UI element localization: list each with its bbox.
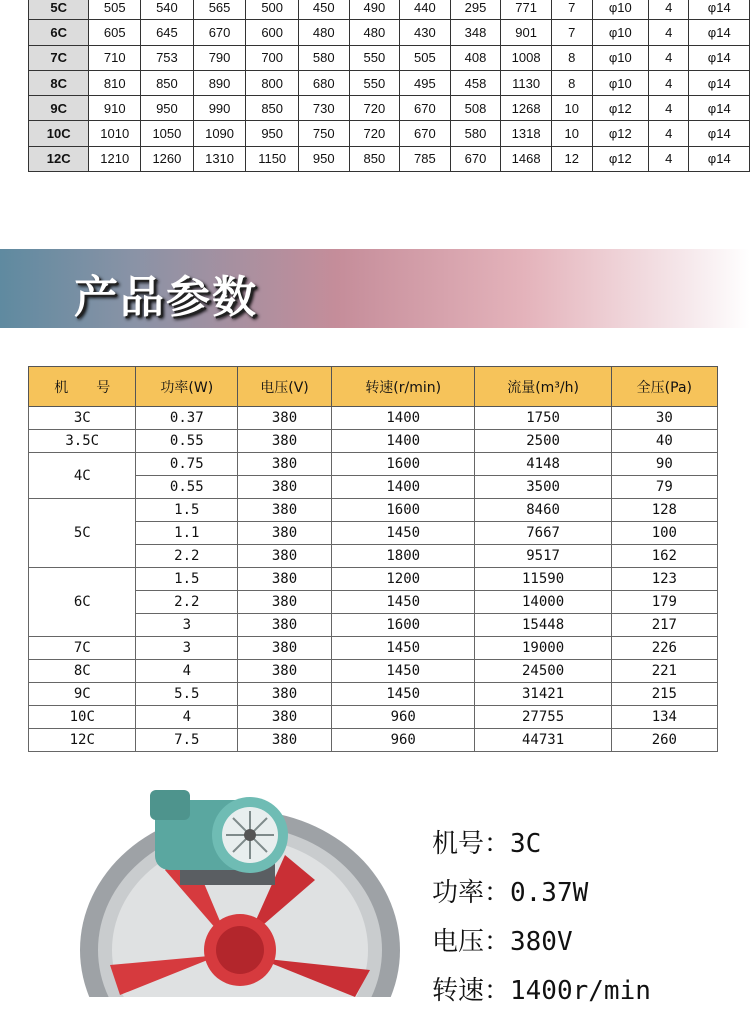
dimension-cell: 670 — [450, 146, 501, 171]
value-cell: 11590 — [475, 568, 611, 591]
dimension-row — [29, 146, 750, 171]
value-cell: 3 — [136, 637, 238, 660]
dimension-cell: 458 — [450, 70, 501, 95]
dimension-cell: 1008 — [501, 45, 552, 70]
value-cell: 5.5 — [136, 683, 238, 706]
value-cell: 221 — [611, 660, 717, 683]
dimension-cell: 1318 — [501, 121, 552, 146]
value-cell: 380 — [238, 407, 332, 430]
value-cell: 9517 — [475, 545, 611, 568]
dimension-cell: 505 — [89, 0, 141, 20]
dimension-cell: 480 — [349, 20, 400, 45]
value-cell: 1200 — [331, 568, 475, 591]
value-cell: 15448 — [475, 614, 611, 637]
value-cell: 3 — [136, 614, 238, 637]
value-cell: 4148 — [475, 453, 611, 476]
value-cell: 44731 — [475, 729, 611, 752]
value-cell: 380 — [238, 591, 332, 614]
dimension-cell: 670 — [400, 121, 451, 146]
dimension-table — [28, 0, 750, 172]
value-cell: 0.75 — [136, 453, 238, 476]
dimension-cell: 550 — [349, 45, 400, 70]
value-cell: 90 — [611, 453, 717, 476]
value-cell: 1.5 — [136, 568, 238, 591]
dimension-model-cell: 10C — [29, 121, 89, 146]
dimension-cell: φ14 — [689, 0, 750, 20]
model-cell: 7C — [29, 637, 136, 660]
dimension-cell: 8 — [551, 70, 592, 95]
dimension-cell: 670 — [193, 20, 246, 45]
dimension-cell: 700 — [246, 45, 299, 70]
dimension-cell: 430 — [400, 20, 451, 45]
model-cell: 5C — [29, 499, 136, 568]
dimension-model-cell: 5C — [29, 0, 89, 20]
dimension-cell: 605 — [89, 20, 141, 45]
model-cell: 3.5C — [29, 430, 136, 453]
value-cell: 1450 — [331, 591, 475, 614]
value-cell: 1450 — [331, 660, 475, 683]
value-cell: 1400 — [331, 407, 475, 430]
dimension-cell: 295 — [450, 0, 501, 20]
dimension-cell: 645 — [141, 20, 194, 45]
value-cell: 380 — [238, 660, 332, 683]
dimension-cell: 580 — [299, 45, 350, 70]
dimension-row — [29, 96, 750, 121]
table-row — [29, 453, 718, 476]
model-cell: 12C — [29, 729, 136, 752]
value-cell: 1750 — [475, 407, 611, 430]
params-header-cell: 电压(V) — [238, 367, 332, 407]
dimension-cell: 4 — [649, 146, 689, 171]
value-cell: 8460 — [475, 499, 611, 522]
value-cell: 14000 — [475, 591, 611, 614]
value-cell: 128 — [611, 499, 717, 522]
params-header-cell: 功率(W) — [136, 367, 238, 407]
params-header-cell: 转速(r/min) — [331, 367, 475, 407]
dimension-cell: 1210 — [89, 146, 141, 171]
table-row — [29, 499, 718, 522]
value-cell: 7.5 — [136, 729, 238, 752]
value-cell: 380 — [238, 706, 332, 729]
model-cell: 3C — [29, 407, 136, 430]
value-cell: 7667 — [475, 522, 611, 545]
value-cell: 2500 — [475, 430, 611, 453]
table-row — [29, 729, 718, 752]
value-cell: 79 — [611, 476, 717, 499]
dimension-cell: 348 — [450, 20, 501, 45]
dimension-cell: 730 — [299, 96, 350, 121]
value-cell: 1450 — [331, 683, 475, 706]
value-cell: 162 — [611, 545, 717, 568]
dimension-cell: 490 — [349, 0, 400, 20]
dimension-cell: 1150 — [246, 146, 299, 171]
table-row — [29, 430, 718, 453]
dimension-row — [29, 70, 750, 95]
dimension-cell: φ14 — [689, 121, 750, 146]
value-cell: 380 — [238, 522, 332, 545]
dimension-cell: 10 — [551, 96, 592, 121]
dimension-cell: φ12 — [592, 96, 648, 121]
dimension-cell: 7 — [551, 0, 592, 20]
table-row — [29, 568, 718, 591]
dimension-cell: 12 — [551, 146, 592, 171]
model-cell: 9C — [29, 683, 136, 706]
dimension-row — [29, 0, 750, 20]
section-title: 产品参数 — [74, 272, 258, 323]
value-cell: 1600 — [331, 614, 475, 637]
value-cell: 380 — [238, 568, 332, 591]
value-cell: 1600 — [331, 499, 475, 522]
dimension-model-cell: 12C — [29, 146, 89, 171]
dimension-cell: 720 — [349, 121, 400, 146]
dimension-cell: 1050 — [141, 121, 194, 146]
dimension-cell: 550 — [349, 70, 400, 95]
spec-voltage: 电压：380V — [432, 927, 573, 957]
dimension-cell: 408 — [450, 45, 501, 70]
dimension-cell: φ14 — [689, 96, 750, 121]
value-cell: 4 — [136, 660, 238, 683]
value-cell: 2.2 — [136, 591, 238, 614]
dimension-cell: φ10 — [592, 20, 648, 45]
dimension-cell: φ14 — [689, 70, 750, 95]
dimension-cell: 1260 — [141, 146, 194, 171]
table-row — [29, 407, 718, 430]
value-cell: 1.5 — [136, 499, 238, 522]
dimension-cell: 495 — [400, 70, 451, 95]
params-table — [28, 366, 718, 752]
value-cell: 2.2 — [136, 545, 238, 568]
value-cell: 0.55 — [136, 430, 238, 453]
value-cell: 1400 — [331, 430, 475, 453]
dimension-cell: φ10 — [592, 0, 648, 20]
dimension-cell: 850 — [141, 70, 194, 95]
dimension-cell: φ14 — [689, 45, 750, 70]
dimension-cell: 505 — [400, 45, 451, 70]
fan-illustration — [70, 760, 490, 997]
dimension-cell: 753 — [141, 45, 194, 70]
dimension-cell: φ10 — [592, 45, 648, 70]
params-header-cell: 机 号 — [29, 367, 136, 407]
value-cell: 960 — [331, 706, 475, 729]
value-cell: 960 — [331, 729, 475, 752]
dimension-cell: 950 — [141, 96, 194, 121]
dimension-cell: 670 — [400, 96, 451, 121]
dimension-cell: 810 — [89, 70, 141, 95]
value-cell: 1400 — [331, 476, 475, 499]
table-row — [29, 683, 718, 706]
value-cell: 226 — [611, 637, 717, 660]
value-cell: 215 — [611, 683, 717, 706]
dimension-cell: 720 — [349, 96, 400, 121]
dimension-cell: 901 — [501, 20, 552, 45]
value-cell: 380 — [238, 545, 332, 568]
dimension-cell: 4 — [649, 121, 689, 146]
dimension-cell: 1130 — [501, 70, 552, 95]
dimension-cell: 950 — [246, 121, 299, 146]
model-cell: 6C — [29, 568, 136, 637]
dimension-cell: 4 — [649, 20, 689, 45]
dimension-cell: 600 — [246, 20, 299, 45]
dimension-model-cell: 9C — [29, 96, 89, 121]
dimension-cell: 1468 — [501, 146, 552, 171]
dimension-cell: φ12 — [592, 146, 648, 171]
value-cell: 134 — [611, 706, 717, 729]
value-cell: 24500 — [475, 660, 611, 683]
dimension-cell: 7 — [551, 20, 592, 45]
dimension-cell: 1090 — [193, 121, 246, 146]
dimension-model-cell: 6C — [29, 20, 89, 45]
value-cell: 40 — [611, 430, 717, 453]
spec-model: 机号：3C — [432, 829, 542, 859]
dimension-cell: φ12 — [592, 121, 648, 146]
value-cell: 179 — [611, 591, 717, 614]
dimension-cell: 4 — [649, 96, 689, 121]
dimension-cell: 8 — [551, 45, 592, 70]
params-header-cell: 流量(m³/h) — [475, 367, 611, 407]
dimension-cell: 565 — [193, 0, 246, 20]
dimension-cell: 950 — [299, 146, 350, 171]
value-cell: 3500 — [475, 476, 611, 499]
dimension-cell: 890 — [193, 70, 246, 95]
dimension-cell: 4 — [649, 0, 689, 20]
dimension-cell: 1310 — [193, 146, 246, 171]
dimension-model-cell: 8C — [29, 70, 89, 95]
table-row — [29, 706, 718, 729]
value-cell: 380 — [238, 453, 332, 476]
value-cell: 380 — [238, 637, 332, 660]
value-cell: 380 — [238, 683, 332, 706]
dimension-cell: 508 — [450, 96, 501, 121]
model-cell: 4C — [29, 453, 136, 499]
dimension-cell: 850 — [246, 96, 299, 121]
dimension-cell: 1268 — [501, 96, 552, 121]
dimension-cell: 680 — [299, 70, 350, 95]
value-cell: 1.1 — [136, 522, 238, 545]
value-cell: 27755 — [475, 706, 611, 729]
value-cell: 380 — [238, 430, 332, 453]
dimension-cell: 480 — [299, 20, 350, 45]
dimension-model-cell: 7C — [29, 45, 89, 70]
value-cell: 31421 — [475, 683, 611, 706]
value-cell: 380 — [238, 476, 332, 499]
value-cell: 30 — [611, 407, 717, 430]
value-cell: 1600 — [331, 453, 475, 476]
dimension-cell: 440 — [400, 0, 451, 20]
dimension-cell: φ14 — [689, 20, 750, 45]
value-cell: 4 — [136, 706, 238, 729]
dimension-cell: 785 — [400, 146, 451, 171]
dimension-cell: 710 — [89, 45, 141, 70]
value-cell: 380 — [238, 729, 332, 752]
value-cell: 0.37 — [136, 407, 238, 430]
value-cell: 123 — [611, 568, 717, 591]
dimension-cell: 1010 — [89, 121, 141, 146]
dimension-cell: 450 — [299, 0, 350, 20]
value-cell: 19000 — [475, 637, 611, 660]
dimension-cell: 790 — [193, 45, 246, 70]
dimension-cell: 910 — [89, 96, 141, 121]
section-banner — [0, 249, 750, 328]
dimension-row — [29, 20, 750, 45]
dimension-cell: 500 — [246, 0, 299, 20]
table-row — [29, 637, 718, 660]
model-cell: 10C — [29, 706, 136, 729]
value-cell: 1450 — [331, 522, 475, 545]
value-cell: 100 — [611, 522, 717, 545]
product-specs — [432, 820, 651, 1016]
value-cell: 260 — [611, 729, 717, 752]
value-cell: 380 — [238, 499, 332, 522]
dimension-cell: 750 — [299, 121, 350, 146]
dimension-cell: φ10 — [592, 70, 648, 95]
params-header-cell: 全压(Pa) — [611, 367, 717, 407]
dimension-cell: 10 — [551, 121, 592, 146]
dimension-cell: 990 — [193, 96, 246, 121]
table-row — [29, 660, 718, 683]
dimension-table-section — [0, 0, 750, 186]
model-cell: 8C — [29, 660, 136, 683]
dimension-cell: 771 — [501, 0, 552, 20]
dimension-cell: 580 — [450, 121, 501, 146]
dimension-cell: 800 — [246, 70, 299, 95]
value-cell: 0.55 — [136, 476, 238, 499]
dimension-cell: 850 — [349, 146, 400, 171]
dimension-cell: 4 — [649, 45, 689, 70]
dimension-cell: 4 — [649, 70, 689, 95]
dimension-cell: φ14 — [689, 146, 750, 171]
spec-power: 功率：0.37W — [432, 878, 589, 908]
value-cell: 380 — [238, 614, 332, 637]
spec-speed: 转速：1400r/min — [432, 976, 651, 1006]
value-cell: 1800 — [331, 545, 475, 568]
dimension-row — [29, 121, 750, 146]
dimension-row — [29, 45, 750, 70]
value-cell: 1450 — [331, 637, 475, 660]
value-cell: 217 — [611, 614, 717, 637]
dimension-cell: 540 — [141, 0, 194, 20]
